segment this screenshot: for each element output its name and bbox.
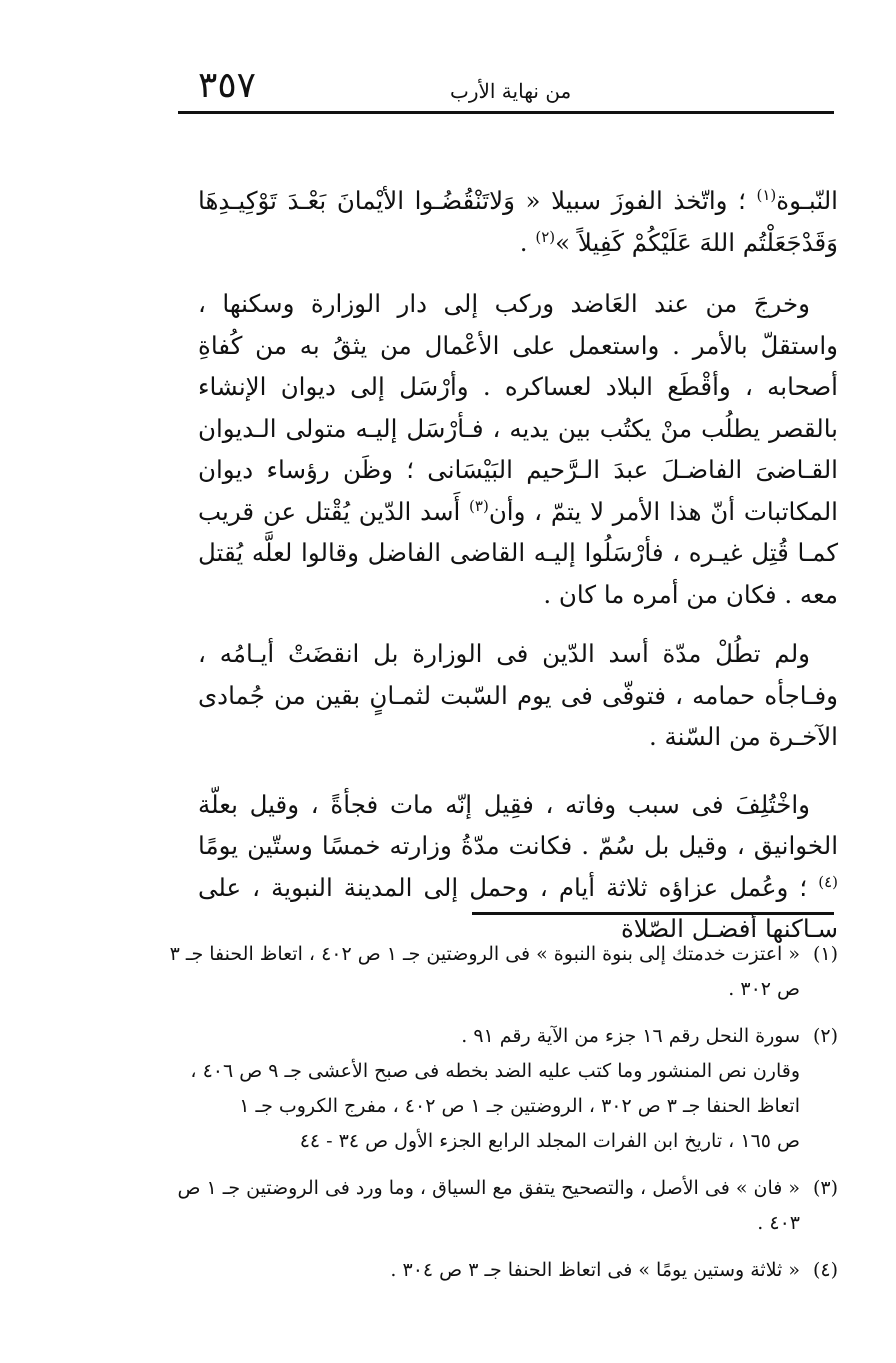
paragraph: ولم تطُلْ مدّة أسد الدّين فى الوزارة بل انقضَتْ أيـامُه ، وفـاجأه حمامه ، فتوفّى فى يوم السّبت لثمـانٍ بقين من جُمادى الآخـرة من السّنة .: [198, 639, 838, 751]
footnote: [198, 1253, 838, 1288]
footnote: [190, 1019, 838, 1159]
footnote-line: « اعتزت خدمتك إلى بنوة النبوة » فى الروضتين جـ ١ ص ٤٠٢ ، اتعاظ الحنفا جـ ٣: [169, 943, 800, 965]
paragraph: وخرجَ من عند العَاضد وركب إلى دار الوزارة وسكنها ، واستقلّ بالأمر . واستعمل على الأعْمال من يثقُ به من كُفاةِ أصحابه ، وأقْطَع البلاد لعساكره . وأرْسَل إلى ديوان الإنشاء بالقصر يطلُب منْ يكتُب بين يديه ، فـأرْسَل إليـه متولى الـديوان القـاضىَ الفاضـلَ عبدَ الـرَّحيم البَيْسَانى ؛ وظَن رؤساء ديوان المكاتبات أنّ هذا الأمر لا يتمّ ، وأن$^{(٣)}$ أَسد الدّين يُقْتل عن قريب كمـا قُتِل غيـره ، فأرْسَلُوا إليـه القاضى الفاضل وقالوا لعلَّه يُقتل معه . فكان من أمره ما كان .: [198, 289, 838, 609]
footnote-reference: (٣): [469, 496, 489, 515]
footnote-line: ص ٣٠٢ .: [728, 978, 800, 1000]
footnotes: [169, 937, 838, 1300]
paragraph: النّبـوة$^{(١)}$ ؛ واتّخذ الفوزَ سبيلا « وَلاتَنْقُضُـوا الأيْمانَ بَعْـدَ تَوْكِيـدِهَا وَقَدْجَعَلْتُم اللهَ عَلَيْكُمْ كَفِيلاً »$^{(٢)}$ .: [198, 185, 838, 257]
footnote-line: اتعاظ الحنفا جـ ٣ ص ٣٠٢ ، الروضتين جـ ١ ص ٤٠٢ ، مفرج الكروب جـ ١: [239, 1095, 800, 1117]
footnote-line: سورة النحل رقم ١٦ جزء من الآية رقم ٩١ .: [461, 1025, 800, 1047]
main-text: [198, 180, 838, 950]
footnote-marker: (١): [812, 943, 838, 965]
footnote-line: وقارن نص المنشور وما كتب عليه الضد بخطه فى صبح الأعشى جـ ٩ ص ٤٠٦ ،: [190, 1060, 800, 1082]
header-rule: [178, 111, 834, 114]
footnote-reference: (٢): [535, 227, 556, 246]
footnote: [177, 1171, 838, 1241]
footnote-line: ص ١٦٥ ، تاريخ ابن الفرات المجلد الرابع الجزء الأول ص ٣٤ - ٤٤: [299, 1130, 800, 1152]
footnote-line: « ثلاثة وستين يومًا » فى اتعاظ الحنفا جـ ٣ ص ٣٠٤ .: [390, 1259, 800, 1281]
page-number: ٣٥٧: [198, 65, 257, 106]
footnote: [169, 937, 838, 1007]
footnote-reference: (١): [756, 185, 777, 204]
footnote-marker: (٢): [812, 1025, 838, 1047]
footnote-marker: (٤): [812, 1259, 838, 1281]
footnote-line: ٤٠٣ .: [757, 1212, 800, 1234]
running-title: من نهاية الأرب: [450, 79, 572, 103]
footnote-line: « فان » فى الأصل ، والتصحيح يتفق مع السياق ، وما ورد فى الروضتين جـ ١ ص: [177, 1177, 800, 1199]
paragraph: واخْتُلِفَ فى سبب وفاته ، فقِيل إنّه مات فجأةً ، وقيل بعلّة الخوانيق ، وقيل بل سُمّ . فكانت مدّةُ وزارته خمسًا وستّين يومًا $^{(٤)}$ ؛ وعُمل عزاؤه ثلاثة أيام ، وحمل إلى المدينة النبوية ، على سـاكنها أفضـل الصّلاة: [198, 789, 838, 943]
footnote-marker: (٣): [812, 1177, 838, 1199]
footnote-reference: (٤): [818, 872, 838, 891]
footnotes-rule: [472, 912, 834, 915]
page-header: [178, 62, 832, 110]
